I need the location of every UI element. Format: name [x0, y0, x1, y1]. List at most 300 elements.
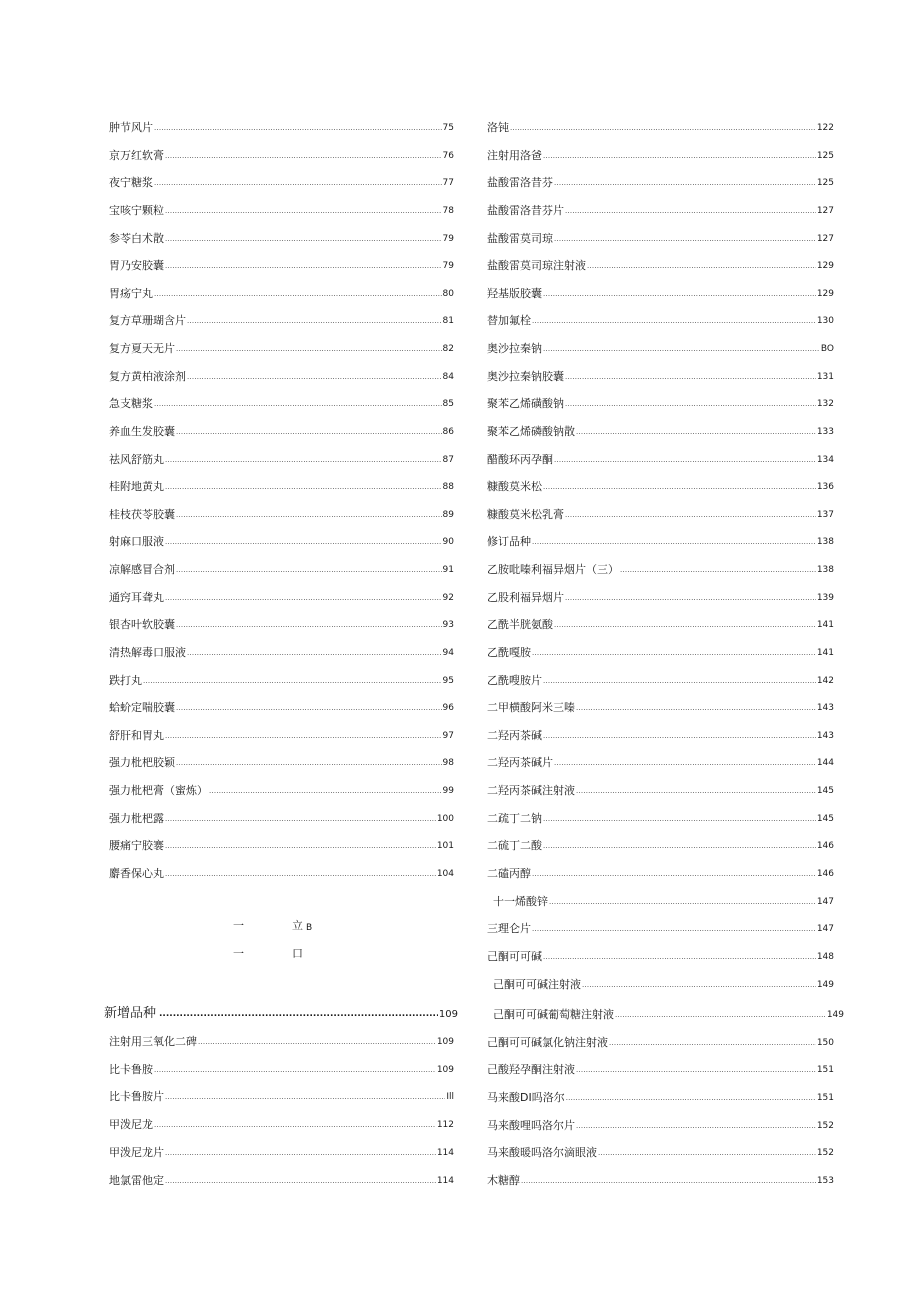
- toc-entry: [109, 614, 454, 632]
- fragment-dash-2: 一: [233, 947, 244, 960]
- entry-page-number: 101: [436, 841, 454, 852]
- dot-leader: [532, 648, 816, 658]
- entry-page-number: 112: [436, 1120, 454, 1131]
- toc-entry: [109, 780, 454, 798]
- toc-entry: [109, 310, 454, 328]
- toc-entry: [487, 1170, 834, 1188]
- toc-entry: [109, 393, 454, 411]
- dot-leader: [576, 427, 816, 437]
- entry-page-number: 141: [816, 647, 834, 658]
- dot-leader: [620, 565, 816, 575]
- entry-page-number: 89: [442, 509, 454, 520]
- entry-title: 桂附地黄丸: [109, 480, 164, 494]
- dot-leader: [566, 1093, 816, 1103]
- dot-leader: [543, 289, 816, 299]
- fragment-char-b: B: [306, 923, 313, 933]
- entry-page-number: 144: [816, 758, 834, 769]
- entry-title: 舒肝和胃丸: [109, 728, 164, 742]
- toc-entry: [487, 1087, 834, 1105]
- toc-entry: [109, 670, 454, 688]
- entry-page-number: 146: [816, 869, 834, 879]
- dot-leader: [165, 455, 442, 465]
- entry-title: 木糖醇: [487, 1173, 520, 1187]
- entry-title: 己酸羟孕酮注射液: [487, 1063, 575, 1077]
- toc-entry: [493, 1004, 844, 1022]
- toc-entry: [487, 228, 834, 246]
- entry-title: 通窍耳聋丸: [109, 590, 164, 604]
- dot-leader: [532, 924, 816, 934]
- entry-page-number: 76: [442, 150, 454, 161]
- entry-page-number: 75: [442, 123, 454, 133]
- dot-leader: [176, 344, 442, 354]
- entry-title: 养血生发胶囊: [109, 424, 175, 438]
- entry-title: 夜宁糖浆: [109, 176, 153, 190]
- entry-page-number: 125: [816, 178, 834, 189]
- entry-page-number: 77: [442, 178, 454, 189]
- toc-entry: [487, 559, 834, 577]
- dot-leader: [510, 123, 816, 133]
- entry-page-number: 80: [442, 288, 454, 299]
- toc-entry: [487, 421, 834, 439]
- dot-leader: [176, 427, 442, 437]
- entry-page-number: 127: [816, 233, 834, 244]
- toc-entry: [109, 725, 454, 743]
- dot-leader: [165, 593, 442, 603]
- entry-page-number: 109: [436, 1037, 454, 1047]
- toc-entry: [109, 863, 454, 881]
- entry-title: 注射用洛爸: [487, 148, 542, 162]
- toc-entry: [109, 117, 454, 135]
- entry-title: 复方草珊瑚含片: [109, 314, 186, 328]
- entry-page-number: 87: [442, 454, 454, 465]
- dot-leader: [154, 178, 442, 188]
- entry-page-number: 145: [816, 786, 834, 797]
- dot-leader: [554, 178, 816, 188]
- dot-leader: [565, 399, 816, 409]
- toc-entry: [487, 145, 834, 163]
- entry-title: 二硫丁二酸: [487, 839, 542, 853]
- entry-page-number: 152: [816, 1148, 834, 1159]
- dot-leader: [532, 316, 816, 326]
- entry-page-number: 100: [436, 813, 454, 824]
- toc-entry: [487, 366, 834, 384]
- dot-leader: [543, 151, 816, 161]
- entry-title: 二疏丁二钠: [487, 811, 542, 825]
- entry-title: 宝咳宁颗粒: [109, 203, 164, 217]
- entry-title: 洛钝: [487, 121, 509, 134]
- section-title: 新增品种: [104, 1006, 157, 1021]
- entry-page-number: 134: [816, 454, 834, 465]
- toc-entry: [109, 228, 454, 246]
- dot-leader: [165, 731, 442, 741]
- dot-leader: [154, 1120, 436, 1130]
- dot-leader: [554, 758, 816, 768]
- entry-page-number: 136: [816, 482, 834, 493]
- entry-page-number: 149: [826, 1010, 844, 1021]
- dot-leader: [176, 510, 442, 520]
- toc-entry: [109, 449, 454, 467]
- entry-page-number: 131: [816, 371, 834, 382]
- toc-entry: [487, 752, 834, 770]
- entry-title: 二羟丙茶碱: [487, 728, 542, 742]
- toc-entry: [487, 587, 834, 605]
- entry-title: 十一烯酸锌: [493, 894, 548, 908]
- entry-page-number: 82: [442, 344, 454, 355]
- entry-title: 桂枝茯苓胶囊: [109, 507, 175, 521]
- toc-entry: [109, 504, 454, 522]
- entry-page-number: 96: [442, 703, 454, 714]
- dot-leader: [543, 676, 816, 686]
- entry-title: 二羟丙茶碱片: [487, 756, 553, 770]
- toc-entry: [109, 531, 454, 549]
- dot-leader: [576, 1121, 816, 1131]
- toc-entry: [487, 808, 834, 826]
- entry-title: 胃疡宁丸: [109, 286, 153, 300]
- entry-title: 甲泼尼龙: [109, 1118, 153, 1132]
- toc-entry: [487, 725, 834, 743]
- toc-entry: [109, 338, 454, 356]
- entry-page-number: 114: [436, 1147, 454, 1158]
- entry-page-number: 114: [436, 1175, 454, 1186]
- entry-page-number: 142: [816, 675, 834, 686]
- entry-page-number: 129: [816, 288, 834, 299]
- dot-leader: [598, 1148, 816, 1158]
- dot-leader: [176, 565, 442, 575]
- toc-entry: [109, 476, 454, 494]
- entry-title: 腰痛宁胶褰: [109, 839, 164, 853]
- entry-title: 二羟丙茶碱注射液: [487, 784, 575, 798]
- entry-title: 马来酸DI吗洛尔: [487, 1091, 565, 1105]
- entry-title: 急支糖浆: [109, 397, 153, 411]
- toc-entry: [487, 614, 834, 632]
- entry-page-number: 147: [816, 896, 834, 907]
- toc-entry: [109, 1142, 454, 1160]
- entry-title: 参苓白术散: [109, 231, 164, 245]
- entry-page-number: 133: [816, 426, 834, 437]
- toc-entry: [487, 393, 834, 411]
- entry-title: 奥沙拉秦钠: [487, 342, 542, 356]
- toc-entry: [109, 752, 454, 770]
- dot-leader: [565, 593, 816, 603]
- toc-entry: [487, 504, 834, 522]
- entry-page-number: 109: [436, 1064, 454, 1075]
- entry-title: 三理仑片: [487, 922, 531, 936]
- dot-leader: [554, 620, 816, 630]
- entry-page-number: 145: [816, 813, 834, 824]
- dot-leader: [187, 316, 442, 326]
- entry-title: 强力枇杷胶颖: [109, 756, 175, 770]
- entry-title: 比卡鲁胺: [109, 1062, 153, 1076]
- entry-page-number: 132: [816, 399, 834, 410]
- entry-page-number: 148: [816, 951, 834, 962]
- entry-title: 强力枇杷膏（蜜炼）: [109, 784, 208, 798]
- entry-title: 复方黄柏液涂剂: [109, 369, 186, 383]
- entry-title: 盐酸雷洛昔芬: [487, 176, 553, 190]
- toc-entry: [487, 835, 834, 853]
- entry-page-number: 141: [816, 620, 834, 631]
- entry-title: 马来酸哩吗洛尔片: [487, 1118, 575, 1132]
- toc-entry: [487, 200, 834, 218]
- dot-leader: [543, 482, 816, 492]
- dot-leader: [532, 869, 816, 879]
- toc-entry: [487, 863, 834, 881]
- toc-entry: [109, 366, 454, 384]
- entry-page-number: 104: [436, 869, 454, 879]
- entry-page-number: 99: [442, 786, 454, 797]
- entry-title: 己酮可可碱: [487, 949, 542, 963]
- entry-page-number: 90: [442, 537, 454, 548]
- entry-title: 盐酸雷莫司琼注射液: [487, 259, 586, 273]
- entry-page-number: 143: [816, 703, 834, 714]
- dot-leader: [154, 289, 442, 299]
- dot-leader: [165, 206, 442, 216]
- toc-entry: [487, 283, 834, 301]
- toc-entry: [109, 145, 454, 163]
- entry-title: 乙股利福异烟片: [487, 590, 564, 604]
- toc-entry: [109, 200, 454, 218]
- dot-leader: [143, 676, 442, 686]
- toc-entry: [109, 255, 454, 273]
- toc-entry: [109, 1031, 454, 1049]
- entry-page-number: 137: [816, 509, 834, 520]
- entry-title: 清热解毒口服液: [109, 645, 186, 659]
- entry-title: 乙酰嘎胺: [487, 645, 531, 659]
- dot-leader: [165, 841, 436, 851]
- toc-entry: [109, 1114, 454, 1132]
- dot-leader: [532, 537, 816, 547]
- entry-page-number: 94: [442, 647, 454, 658]
- entry-title: 乙酰嗖胺片: [487, 673, 542, 687]
- dot-leader: [209, 786, 442, 796]
- entry-title: 二磕丙醇: [487, 867, 531, 880]
- toc-entry: [487, 946, 834, 964]
- dot-leader: [543, 841, 816, 851]
- dot-leader: [554, 234, 816, 244]
- entry-title: 蛤蚧定喘胶囊: [109, 701, 175, 715]
- dot-leader: [176, 758, 442, 768]
- entry-title: 注射用三氧化二碑: [109, 1035, 197, 1048]
- toc-entry: [109, 697, 454, 715]
- entry-title: 修订品种: [487, 535, 531, 549]
- dot-leader: [154, 399, 442, 409]
- toc-entry: [493, 974, 834, 992]
- dot-leader: [187, 372, 442, 382]
- entry-page-number: 81: [442, 316, 454, 327]
- section-page-number: 109: [438, 1009, 458, 1020]
- entry-page-number: 149: [816, 979, 834, 990]
- toc-entry: [493, 891, 834, 909]
- entry-page-number: 150: [816, 1037, 834, 1048]
- entry-title: 糠酸莫米松: [487, 480, 542, 494]
- toc-entry: [109, 421, 454, 439]
- dot-leader: [165, 1148, 436, 1158]
- entry-title: 盐酸雷洛昔芬片: [487, 203, 564, 217]
- toc-entry: [109, 172, 454, 190]
- dot-leader: [587, 261, 816, 271]
- entry-page-number: 151: [816, 1093, 834, 1104]
- entry-title: 肿节风片: [109, 121, 153, 134]
- entry-title: 乙酰半胱氨酸: [487, 618, 553, 632]
- dot-leader: [187, 648, 442, 658]
- entry-title: 乙胺吡嗪利福异烟片（三）: [487, 563, 619, 577]
- dot-leader: [554, 455, 816, 465]
- dot-leader: [576, 786, 816, 796]
- section-heading-new-items: [104, 1002, 458, 1022]
- dot-leader: [543, 731, 816, 741]
- entry-page-number: 129: [816, 261, 834, 272]
- toc-entry: [487, 310, 834, 328]
- entry-title: 甲泼尼龙片: [109, 1145, 164, 1159]
- dot-leader: [565, 510, 816, 520]
- entry-page-number: 139: [816, 592, 834, 603]
- entry-page-number: 84: [442, 371, 454, 382]
- dot-leader: [549, 897, 816, 907]
- entry-page-number: 130: [816, 316, 834, 327]
- toc-entry: [487, 531, 834, 549]
- dot-leader: [176, 620, 442, 630]
- entry-page-number: BO: [820, 344, 834, 355]
- dot-leader: [198, 1037, 436, 1047]
- entry-title: 复方夏天无片: [109, 342, 175, 356]
- toc-entry: [487, 338, 834, 356]
- toc-entry: [487, 697, 834, 715]
- entry-page-number: 85: [442, 399, 454, 410]
- toc-entry: [109, 1086, 454, 1104]
- entry-page-number: 78: [442, 205, 454, 216]
- entry-title: 京万红软膏: [109, 148, 164, 162]
- entry-title: 马来酸暖吗洛尔滴眼液: [487, 1146, 597, 1160]
- entry-title: 羟基版胶囊: [487, 286, 542, 300]
- entry-title: 己酮可可碱葡萄糖注射液: [493, 1008, 614, 1022]
- dot-leader: [543, 952, 816, 962]
- dot-leader: [154, 123, 442, 133]
- entry-page-number: 122: [816, 123, 834, 133]
- entry-page-number: 95: [442, 675, 454, 686]
- toc-entry: [109, 642, 454, 660]
- entry-title: 比卡鲁胺片: [109, 1090, 164, 1104]
- entry-title: 己酮可可碱注射液: [493, 977, 581, 991]
- toc-entry: [487, 670, 834, 688]
- entry-title: 奥沙拉秦钠胶囊: [487, 369, 564, 383]
- entry-page-number: 86: [442, 426, 454, 437]
- toc-entry: [109, 587, 454, 605]
- dot-leader: [609, 1038, 816, 1048]
- entry-title: 跌打丸: [109, 673, 142, 687]
- entry-title: 醋酸环丙孕酮: [487, 452, 553, 466]
- toc-entry: [487, 642, 834, 660]
- dot-leader: [165, 869, 436, 879]
- entry-page-number: 125: [816, 150, 834, 161]
- dot-leader: [521, 1176, 816, 1186]
- dot-leader: [615, 1010, 826, 1020]
- toc-entry: [487, 255, 834, 273]
- dot-leader: [165, 234, 442, 244]
- entry-page-number: 153: [816, 1175, 834, 1186]
- section-dot-leader: [159, 1008, 438, 1020]
- toc-entry: [487, 918, 834, 936]
- entry-page-number: 138: [816, 565, 834, 576]
- dot-leader: [165, 151, 442, 161]
- dot-leader: [165, 261, 442, 271]
- dot-leader: [565, 206, 816, 216]
- entry-page-number: 146: [816, 841, 834, 852]
- entry-page-number: Ill: [446, 1092, 454, 1103]
- dot-leader: [543, 814, 816, 824]
- dot-leader: [154, 1065, 436, 1075]
- toc-entry: [109, 559, 454, 577]
- fragment-char-li: 立: [292, 919, 303, 932]
- entry-page-number: 138: [816, 537, 834, 548]
- entry-page-number: 151: [816, 1065, 834, 1076]
- entry-title: 聚苯乙烯磺酸钠: [487, 397, 564, 411]
- toc-entry: [487, 780, 834, 798]
- entry-page-number: 79: [442, 261, 454, 272]
- dot-leader: [165, 1092, 445, 1102]
- toc-entry: [487, 1115, 834, 1133]
- entry-title: 二甲横酸阿米三嗪: [487, 701, 575, 715]
- entry-title: 糠酸莫米松乳膏: [487, 507, 564, 521]
- dot-leader: [165, 814, 436, 824]
- entry-page-number: 147: [816, 924, 834, 935]
- toc-entry: [109, 835, 454, 853]
- toc-entry: [487, 1032, 834, 1050]
- entry-page-number: 97: [442, 730, 454, 741]
- fragment-dash-1: 一: [233, 919, 244, 932]
- entry-page-number: 88: [442, 482, 454, 493]
- entry-page-number: 98: [442, 758, 454, 769]
- dot-leader: [576, 703, 816, 713]
- dot-leader: [176, 703, 442, 713]
- dot-leader: [543, 344, 820, 354]
- dot-leader: [582, 980, 816, 990]
- fragment-char-kou: 口: [292, 947, 303, 960]
- entry-title: 胃乃安胶囊: [109, 259, 164, 273]
- entry-page-number: 152: [816, 1120, 834, 1131]
- toc-entry: [487, 1142, 834, 1160]
- entry-title: 替加氟栓: [487, 314, 531, 328]
- entry-page-number: 127: [816, 205, 834, 216]
- toc-entry: [487, 172, 834, 190]
- dot-leader: [165, 537, 442, 547]
- entry-page-number: 79: [442, 233, 454, 244]
- toc-entry: [109, 808, 454, 826]
- toc-entry: [487, 1059, 834, 1077]
- entry-title: 凉解感冒合剂: [109, 563, 175, 577]
- entry-title: 己酮可可碱氯化钠注射液: [487, 1035, 608, 1049]
- toc-entry: [109, 1059, 454, 1077]
- entry-page-number: 143: [816, 730, 834, 741]
- entry-title: 强力枇杷露: [109, 811, 164, 825]
- entry-title: 盐酸雷莫司琼: [487, 231, 553, 245]
- entry-page-number: 92: [442, 592, 454, 603]
- dot-leader: [576, 1065, 816, 1075]
- entry-title: 麝香保心丸: [109, 867, 164, 880]
- entry-title: 射麻口服液: [109, 535, 164, 549]
- entry-page-number: 91: [442, 565, 454, 576]
- toc-entry: [109, 1170, 454, 1188]
- toc-entry: [487, 449, 834, 467]
- dot-leader: [165, 482, 442, 492]
- toc-entry: [487, 117, 834, 135]
- entry-title: 地氯雷他定: [109, 1173, 164, 1187]
- toc-entry: [109, 283, 454, 301]
- entry-title: 聚苯乙烯磷酸钠散: [487, 424, 575, 438]
- dot-leader: [565, 372, 816, 382]
- dot-leader: [165, 1176, 436, 1186]
- entry-page-number: 93: [442, 620, 454, 631]
- toc-entry: [487, 476, 834, 494]
- entry-title: 银杏叶软胶囊: [109, 618, 175, 632]
